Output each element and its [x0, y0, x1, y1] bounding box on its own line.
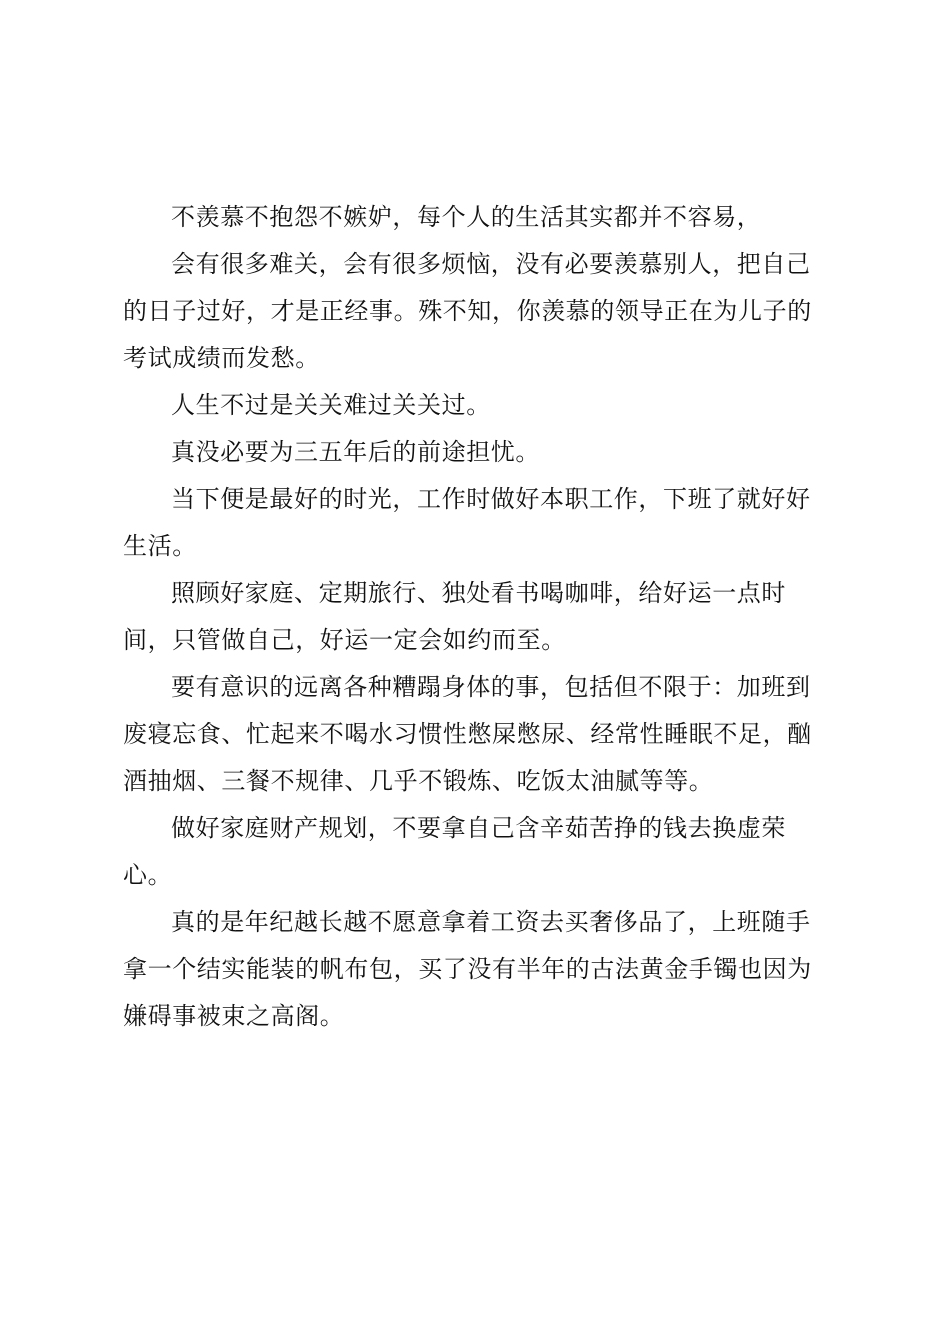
paragraph-3: 人生不过是关关难过关关过。	[171, 391, 491, 419]
paragraph-1: 不羡慕不抱怨不嫉妒，每个人的生活其实都并不容易，	[171, 203, 762, 231]
paragraph-8: 做好家庭财产规划，不要拿自己含辛茹苦挣的钱去换虚荣心。	[123, 814, 786, 889]
paragraph-6: 照顾好家庭、定期旅行、独处看书喝咖啡，给好运一点时间，只管做自己，好运一定会如约而至。	[123, 579, 786, 654]
document-body	[123, 194, 823, 1040]
paragraph-2: 会有很多难关，会有很多烦恼，没有必要羡慕别人，把自己的日子过好，才是正经事。殊不知，你羡慕的领导正在为儿子的考试成绩而发愁。	[123, 250, 812, 372]
paragraph-9: 真的是年纪越长越不愿意拿着工资去买奢侈品了，上班随手拿一个结实能装的帆布包，买了没有半年的古法黄金手镯也因为嫌碍事被束之高阁。	[123, 908, 812, 1030]
paragraph-4: 真没必要为三五年后的前途担忧。	[171, 438, 540, 466]
paragraph-5: 当下便是最好的时光，工作时做好本职工作，下班了就好好生活。	[123, 485, 811, 560]
paragraph-7: 要有意识的远离各种糟蹋身体的事，包括但不限于：加班到废寝忘食、忙起来不喝水习惯性憋屎憋尿、经常性睡眠不足，酗酒抽烟、三餐不规律、几乎不锻炼、吃饭太油腻等等。	[123, 673, 812, 795]
